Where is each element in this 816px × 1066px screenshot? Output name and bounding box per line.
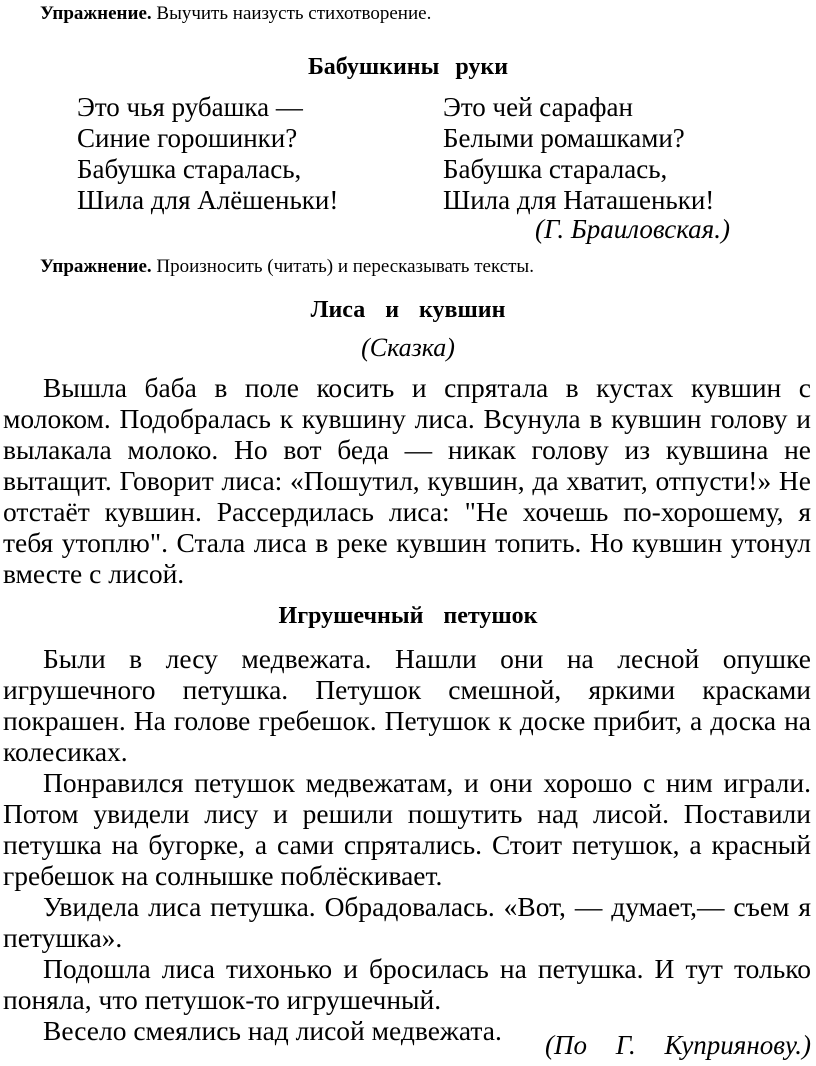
- poem-line: Бабушка старалась,: [443, 154, 668, 184]
- poem-line: Это чья рубашка —: [77, 92, 303, 122]
- story-author: (По Г. Куприянову.): [544, 1030, 811, 1060]
- paragraph: Вышла баба в поле косить и спрятала в кустах кувшин с молоком. Подобралась к кувшину лиса. Всунула в кувшин голову и вылакала молоко. Но вот беда — никак голову из кувшина не вытащит. Говорит лиса: «Пошутил, кувшин, да хватит, отпусти!» Не отстаёт кувшин. Рассердилась лиса: "Не хочешь по-хорошему, я тебя утоплю". Стала лиса в реке кувшин топить. Но кувшин утонул вместе с лисой.: [3, 372, 811, 589]
- story-subtitle: (Сказка): [361, 333, 455, 362]
- paragraph: Подошла лиса тихонько и бросилась на петушка. И тут только поняла, что петушок-то игрушечный.: [3, 953, 811, 1015]
- poem-line: Шила для Наташеньки!: [443, 185, 715, 215]
- poem-stanza-left: [77, 92, 338, 216]
- paragraph: Весело смеялись над лисой медвежата.: [43, 1015, 502, 1046]
- poem-line: Это чей сарафан: [443, 92, 633, 122]
- poem-title: Бабушкины руки: [307, 54, 509, 80]
- exercise-label: Упражнение.: [40, 256, 152, 277]
- story-title: Лиса и кувшин: [310, 297, 506, 323]
- exercise-instruction-2: [40, 256, 534, 278]
- story-text: [3, 643, 811, 1046]
- poem-stanza-right: [443, 92, 714, 216]
- poem-line: Белыми ромашками?: [443, 123, 685, 153]
- story-text: [3, 372, 811, 589]
- exercise-text: Выучить наизусть стихотворение.: [151, 3, 432, 24]
- poem-author: (Г. Браиловская.): [535, 214, 730, 244]
- exercise-text: Произносить (читать) и пересказывать тексты.: [151, 256, 534, 277]
- paragraph: Понравился петушок медвежатам, и они хорошо с ним играли. Потом увидели лису и решили пошутить над лисой. Поставили петушка на бугорке, а сами спрятались. Стоит петушок, а красный гребешок на солнышке поблёскивает.: [3, 767, 811, 891]
- poem-line: Синие горошинки?: [77, 123, 298, 153]
- poem-line: Шила для Алёшеньки!: [77, 185, 339, 215]
- exercise-instruction-1: [40, 3, 431, 25]
- exercise-label: Упражнение.: [40, 3, 152, 24]
- poem-line: Бабушка старалась,: [77, 154, 302, 184]
- paragraph: Увидела лиса петушка. Обрадовалась. «Вот, — думает,— съем я петушка».: [3, 891, 811, 953]
- paragraph: Были в лесу медвежата. Нашли они на лесной опушке игрушечного петушка. Петушок смешной, яркими красками покрашен. На голове гребешок. Петушок к доске прибит, а доска на колесиках.: [3, 643, 811, 767]
- story-title: Игрушечный петушок: [278, 603, 538, 629]
